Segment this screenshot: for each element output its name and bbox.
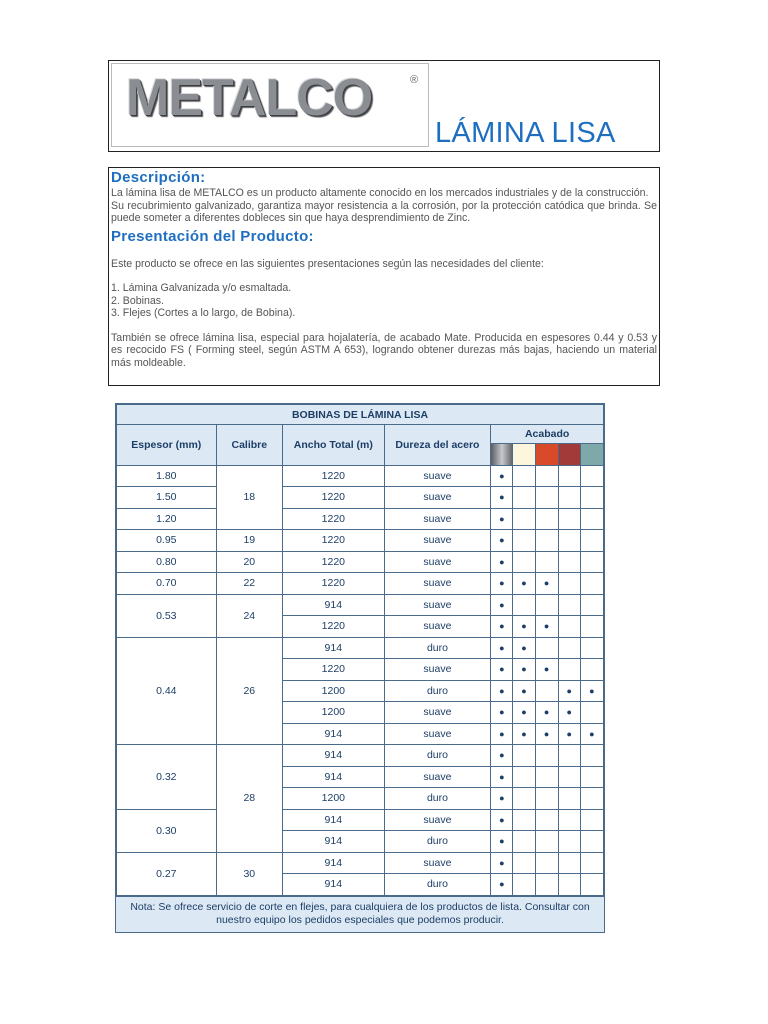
cell-acabado-1 [491,551,513,573]
table-row [117,530,604,552]
cell-acabado-4 [558,573,580,595]
availability-dot-icon: ● [499,707,505,718]
cell-acabado-4 [558,465,580,487]
availability-dot-icon: ● [543,578,550,589]
cell-dureza: suave [384,852,491,874]
cell-acabado-1 [491,874,513,896]
cell-acabado-4 [558,487,580,509]
metalco-logo: METALCO [126,69,373,127]
cell-acabado-4 [558,766,580,788]
cell-ancho: 914 [283,723,385,745]
cell-acabado-3 [535,594,558,616]
cell-calibre: 24 [216,594,282,637]
cell-acabado-2 [513,659,535,681]
cell-acabado-5 [580,616,603,638]
cell-ancho: 1220 [283,573,385,595]
cell-acabado-5 [580,809,603,831]
cell-acabado-4 [558,594,580,616]
cell-acabado-2 [513,616,535,638]
registered-mark: ® [410,74,419,86]
table-row [117,809,604,831]
cell-ancho: 1220 [283,508,385,530]
cell-dureza: duro [384,680,491,702]
cell-acabado-4 [558,809,580,831]
cell-acabado-2 [513,766,535,788]
cell-acabado-4 [558,745,580,767]
cell-dureza: suave [384,487,491,509]
cell-acabado-3 [535,745,558,767]
cell-acabado-3 [535,637,558,659]
header-ancho: Ancho Total (m) [283,425,385,466]
cell-acabado-2 [513,637,535,659]
cell-acabado-3 [535,766,558,788]
cell-acabado-2 [513,852,535,874]
cell-espesor: 1.50 [117,487,217,509]
acabado-swatch-1 [491,444,513,466]
cell-acabado-5 [580,573,603,595]
cell-acabado-2 [513,573,535,595]
availability-dot-icon: ● [521,664,527,675]
table-row [117,551,604,573]
cell-acabado-5 [580,659,603,681]
cell-acabado-1 [491,831,513,853]
cell-calibre: 19 [216,530,282,552]
cell-acabado-4 [558,616,580,638]
cell-acabado-4 [558,659,580,681]
cell-acabado-5 [580,852,603,874]
availability-dot-icon: ● [499,470,505,481]
cell-acabado-1 [491,487,513,509]
cell-espesor: 0.44 [117,637,217,745]
cell-acabado-1 [491,616,513,638]
cell-dureza: duro [384,831,491,853]
availability-dot-icon: ● [499,556,505,567]
cell-espesor: 1.20 [117,508,217,530]
cell-dureza: duro [384,874,491,896]
cell-acabado-4 [558,637,580,659]
availability-dot-icon: ● [499,771,505,782]
cell-acabado-1 [491,508,513,530]
cell-dureza: suave [384,508,491,530]
table-note: Nota: Se ofrece servicio de corte en flejes, para cualquiera de los productos de lista. Consultar con nuestro equipo los pedidos especiales que podemos producir. [116,896,604,932]
cell-ancho: 1220 [283,465,385,487]
cell-acabado-1 [491,637,513,659]
presentation-heading: Presentación del Producto: [111,227,314,245]
availability-dot-icon: ● [566,685,572,696]
cell-dureza: suave [384,465,491,487]
cell-acabado-5 [580,680,603,702]
cell-acabado-1 [491,465,513,487]
cell-dureza: suave [384,573,491,595]
cell-acabado-5 [580,637,603,659]
table-row [117,487,604,509]
cell-acabado-5 [580,594,603,616]
cell-dureza: suave [384,659,491,681]
presentation-list-item: 3. Flejes (Cortes a lo largo, de Bobina). [111,307,296,319]
description-paragraph-2: Su recubrimiento galvanizado, garantiza mayor resistencia a la corrosión, por la protección catódica que brinda. Se puede someter a diferentes dobleces sin que haya desprendimiento de Zinc. [111,199,657,224]
cell-acabado-5 [580,745,603,767]
cell-acabado-2 [513,745,535,767]
cell-ancho: 1200 [283,702,385,724]
cell-acabado-3 [535,809,558,831]
availability-dot-icon: ● [521,642,527,653]
cell-acabado-1 [491,852,513,874]
cell-espesor: 0.27 [117,852,217,895]
cell-acabado-5 [580,874,603,896]
cell-acabado-2 [513,788,535,810]
availability-dot-icon: ● [566,728,572,739]
availability-dot-icon: ● [499,642,505,653]
cell-espesor: 0.32 [117,745,217,810]
cell-acabado-3 [535,788,558,810]
cell-acabado-4 [558,702,580,724]
cell-dureza: duro [384,745,491,767]
cell-acabado-5 [580,551,603,573]
availability-dot-icon: ● [543,664,550,675]
cell-ancho: 1200 [283,680,385,702]
cell-ancho: 914 [283,874,385,896]
presentation-list-item: 1. Lámina Galvanizada y/o esmaltada. [111,282,292,294]
cell-acabado-2 [513,551,535,573]
availability-dot-icon: ● [499,621,505,632]
cell-acabado-3 [535,465,558,487]
availability-dot-icon: ● [589,685,595,696]
cell-espesor: 0.95 [117,530,217,552]
table-row [117,852,604,874]
cell-acabado-2 [513,508,535,530]
cell-acabado-4 [558,831,580,853]
cell-ancho: 914 [283,852,385,874]
availability-dot-icon: ● [521,578,527,589]
availability-dot-icon: ● [499,535,505,546]
table-row [117,637,604,659]
presentation-list-item: 2. Bobinas. [111,294,165,307]
cell-acabado-2 [513,530,535,552]
cell-espesor: 0.80 [117,551,217,573]
cell-acabado-4 [558,852,580,874]
page-title: LÁMINA LISA [435,117,616,149]
cell-acabado-1 [491,680,513,702]
cell-acabado-2 [513,831,535,853]
acabado-swatch-4 [558,444,580,466]
availability-dot-icon: ● [499,879,505,890]
cell-acabado-5 [580,465,603,487]
description-paragraph-1: La lámina lisa de METALCO es un producto altamente conocido en los mercados industriales y de la construcción. [111,187,649,199]
cell-acabado-1 [491,594,513,616]
presentation-intro: Este producto se ofrece en las siguientes presentaciones según las necesidades del cliente: [111,257,544,270]
table-row [117,508,604,530]
availability-dot-icon: ● [521,621,527,632]
cell-acabado-5 [580,788,603,810]
cell-acabado-5 [580,702,603,724]
cell-dureza: suave [384,594,491,616]
table-row [117,573,604,595]
acabado-swatch-3 [535,444,558,466]
table-title: BOBINAS DE LÁMINA LISA [117,405,604,425]
availability-dot-icon: ● [499,857,505,868]
availability-dot-icon: ● [521,707,527,718]
cell-calibre: 28 [216,745,282,853]
table-row [117,745,604,767]
cell-ancho: 914 [283,637,385,659]
cell-acabado-4 [558,551,580,573]
cell-acabado-2 [513,487,535,509]
cell-acabado-4 [558,680,580,702]
availability-dot-icon: ● [543,707,550,718]
cell-acabado-4 [558,723,580,745]
cell-acabado-4 [558,874,580,896]
cell-espesor: 0.53 [117,594,217,637]
availability-dot-icon: ● [499,814,505,825]
cell-ancho: 1220 [283,616,385,638]
cell-acabado-5 [580,766,603,788]
cell-ancho: 914 [283,809,385,831]
availability-dot-icon: ● [589,728,595,739]
cell-acabado-1 [491,809,513,831]
availability-dot-icon: ● [499,793,505,804]
cell-dureza: suave [384,616,491,638]
cell-acabado-3 [535,573,558,595]
cell-acabado-2 [513,465,535,487]
cell-acabado-2 [513,680,535,702]
cell-acabado-1 [491,745,513,767]
cell-ancho: 1200 [283,788,385,810]
availability-dot-icon: ● [499,664,505,675]
acabado-swatch-5 [580,444,603,466]
cell-acabado-1 [491,723,513,745]
availability-dot-icon: ● [543,621,550,632]
cell-acabado-4 [558,788,580,810]
cell-acabado-5 [580,530,603,552]
cell-ancho: 914 [283,831,385,853]
availability-dot-icon: ● [566,707,572,718]
cell-acabado-2 [513,874,535,896]
cell-espesor: 0.70 [117,573,217,595]
cell-acabado-1 [491,788,513,810]
cell-acabado-5 [580,831,603,853]
availability-dot-icon: ● [499,578,505,589]
cell-acabado-2 [513,809,535,831]
cell-acabado-2 [513,594,535,616]
cell-acabado-3 [535,508,558,530]
availability-dot-icon: ● [499,685,505,696]
cell-acabado-5 [580,487,603,509]
availability-dot-icon: ● [521,728,527,739]
header-box [108,60,660,152]
cell-acabado-1 [491,766,513,788]
availability-dot-icon: ● [499,513,505,524]
cell-calibre: 20 [216,551,282,573]
description-heading: Descripción: [111,169,206,186]
bobinas-table-box [115,403,605,933]
table-row [117,465,604,487]
cell-acabado-2 [513,702,535,724]
cell-acabado-4 [558,530,580,552]
cell-acabado-3 [535,616,558,638]
description-paragraph-3: También se ofrece lámina lisa, especial para hojalatería, de acabado Mate. Producida en espesores 0.44 y 0.53 y es recocido FS ( Forming steel, según ASTM A 653), logrando obtener durezas más bajas, haciendo un material más moldeable. [111,331,657,369]
cell-ancho: 1220 [283,487,385,509]
cell-acabado-3 [535,723,558,745]
cell-acabado-3 [535,831,558,853]
cell-acabado-3 [535,659,558,681]
cell-dureza: duro [384,788,491,810]
logo-box [111,63,429,147]
cell-espesor: 0.30 [117,809,217,852]
cell-ancho: 1220 [283,659,385,681]
cell-acabado-1 [491,573,513,595]
availability-dot-icon: ● [521,685,527,696]
cell-acabado-3 [535,530,558,552]
cell-acabado-3 [535,874,558,896]
cell-dureza: duro [384,637,491,659]
cell-dureza: suave [384,702,491,724]
cell-ancho: 914 [283,766,385,788]
availability-dot-icon: ● [499,750,505,761]
header-espesor: Espesor (mm) [117,425,217,466]
acabado-swatch-2 [513,444,535,466]
cell-dureza: suave [384,766,491,788]
cell-acabado-5 [580,723,603,745]
cell-dureza: suave [384,551,491,573]
cell-dureza: suave [384,530,491,552]
cell-ancho: 1220 [283,551,385,573]
cell-acabado-1 [491,702,513,724]
header-calibre: Calibre [216,425,282,466]
cell-acabado-3 [535,487,558,509]
cell-acabado-3 [535,852,558,874]
cell-calibre: 26 [216,637,282,745]
cell-dureza: suave [384,723,491,745]
cell-espesor: 1.80 [117,465,217,487]
cell-acabado-3 [535,680,558,702]
header-acabado: Acabado [491,425,604,444]
cell-acabado-5 [580,508,603,530]
cell-ancho: 914 [283,745,385,767]
availability-dot-icon: ● [543,728,550,739]
availability-dot-icon: ● [499,836,505,847]
bobinas-table [116,404,604,896]
cell-acabado-1 [491,530,513,552]
cell-acabado-1 [491,659,513,681]
cell-calibre: 22 [216,573,282,595]
cell-calibre: 30 [216,852,282,895]
cell-ancho: 1220 [283,530,385,552]
cell-acabado-4 [558,508,580,530]
cell-acabado-3 [535,702,558,724]
availability-dot-icon: ● [499,492,505,503]
description-section [108,167,660,386]
cell-acabado-2 [513,723,535,745]
table-row [117,594,604,616]
availability-dot-icon: ● [499,599,505,610]
cell-dureza: suave [384,809,491,831]
cell-calibre: 18 [216,465,282,530]
header-dureza: Dureza del acero [384,425,491,466]
cell-ancho: 914 [283,594,385,616]
cell-acabado-3 [535,551,558,573]
availability-dot-icon: ● [499,728,505,739]
